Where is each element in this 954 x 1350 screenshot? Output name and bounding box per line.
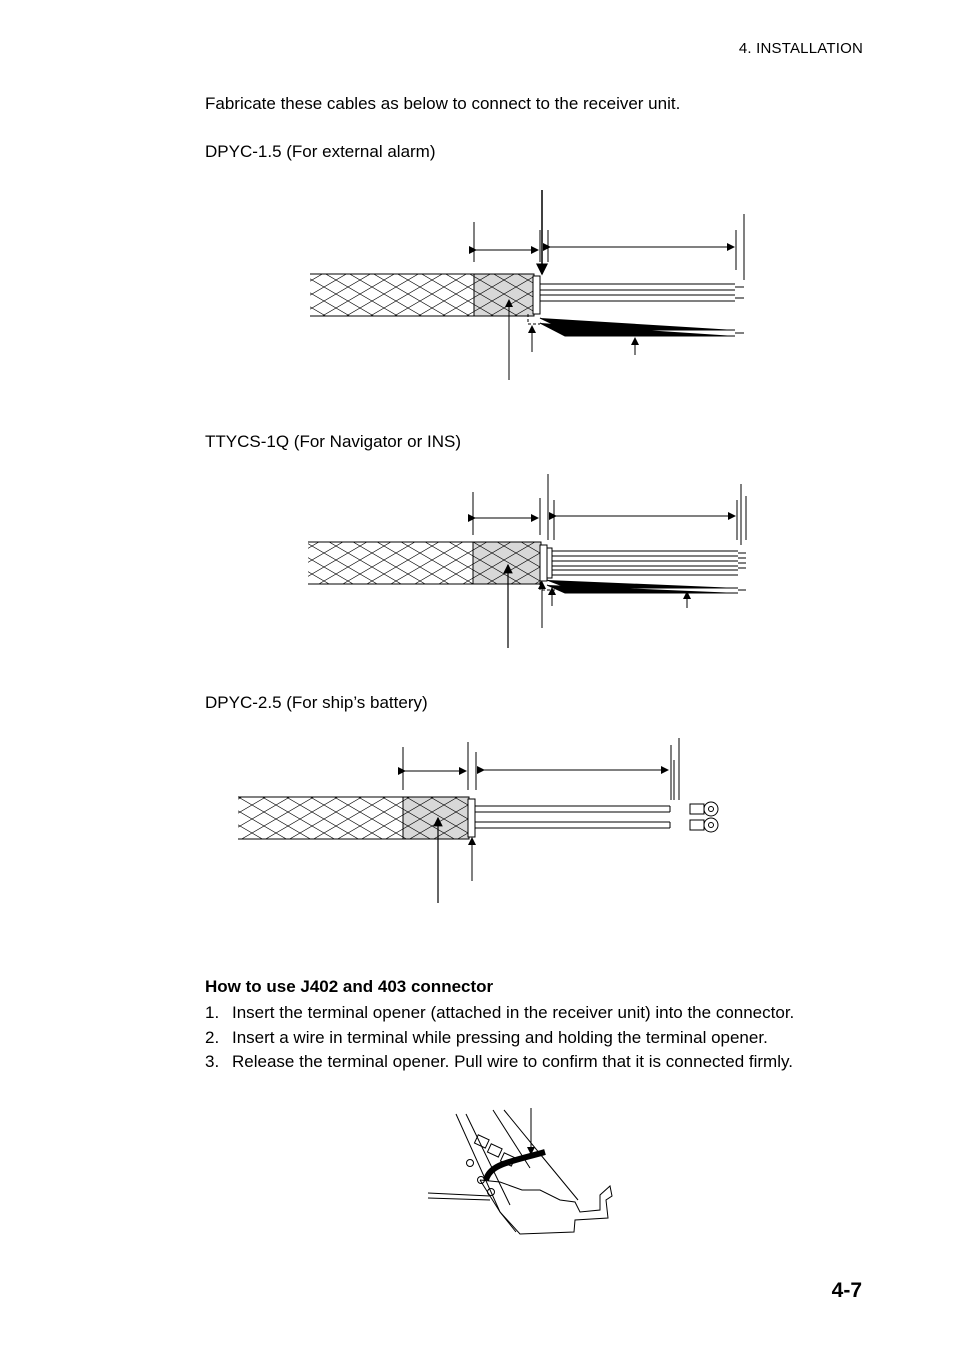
cable-caption-ttycs-1q: TTYCS-1Q (For Navigator or INS) bbox=[205, 432, 461, 451]
cable-diagram-dpyc-2-5 bbox=[0, 730, 954, 910]
list-item: 2. Insert a wire in terminal while pressing and holding the terminal opener. bbox=[205, 1027, 768, 1047]
list-item: 3. Release the terminal opener. Pull wire to confirm that it is connected firmly. bbox=[205, 1052, 793, 1071]
running-header: 4. INSTALLATION bbox=[738, 40, 863, 57]
cable-diagram-ttycs-1q bbox=[0, 470, 954, 655]
intro-text: Fabricate these cables as below to connect to the receiver unit. bbox=[205, 94, 681, 113]
cable-diagram-dpyc-1-5 bbox=[0, 185, 954, 390]
cable-caption-dpyc-1-5: DPYC-1.5 (For external alarm) bbox=[205, 142, 436, 161]
page-number: 4-7 bbox=[831, 1279, 862, 1302]
howto-steps bbox=[205, 1001, 865, 1075]
cable-caption-dpyc-2-5: DPYC-2.5 (For ship’s battery) bbox=[205, 693, 428, 712]
list-item: 1. Insert the terminal opener (attached in the receiver unit) into the connector. bbox=[205, 1003, 795, 1022]
connector-illustration bbox=[0, 1100, 954, 1245]
howto-title: How to use J402 and 403 connector bbox=[205, 977, 494, 996]
